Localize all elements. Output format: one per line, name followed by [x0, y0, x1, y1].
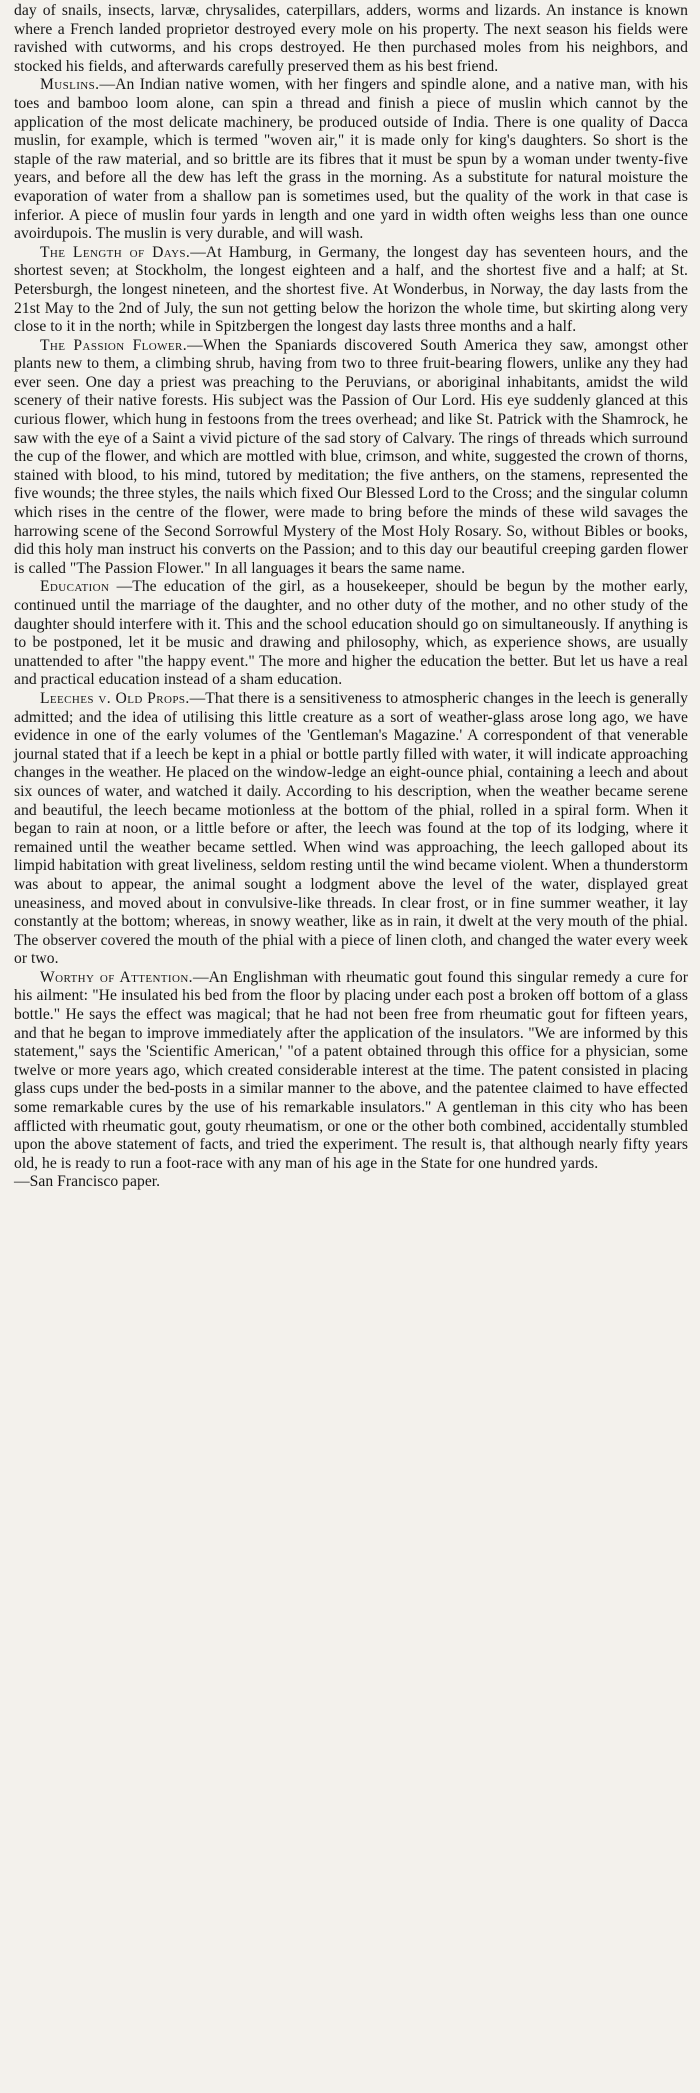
article-column: [14, 2, 688, 1192]
section-body: —An Englishman with rheumatic gout found this singular remedy a cure for his ailment: "He insulated his bed from the floor by placing under each post a broken off bottom of a glass bottle." He says the effect was magical; that he had not been free from rheumatic gout for fifteen years, and that he began to improve immediately after the application of the insulators. "We are informed by this statement," says the 'Scientific American,' "of a patent obtained through this office for a physician, some twelve or more years ago, which created considerable interest at the time. The patent consisted in placing glass cups under the bed-posts in a similar manner to the above, and the patentee claimed to have effected some remarkable cures by the use of his remarkable insulators." A gentleman in this city who has been afflicted with rheumatic gout, gouty rheumatism, or one or the other both combined, accidentally stumbled upon the above statement of facts, and tried the experiment. The result is, that although nearly fifty years old, he is ready to run a foot-race with any man of his age in the State for one hundred yards.: [14, 968, 688, 1172]
section-length-of-days: [14, 244, 688, 337]
source-attribution: —San Francisco paper.: [14, 1173, 161, 1191]
opening-fragment-text: day of snails, insects, larvæ, chrysalides, caterpillars, adders, worms and lizards. An instance is known where a French landed proprietor destroyed every mole on his property. The next season his fields were ravished with cutworms, and his crops destroyed. He then purchased moles from his neighbors, and stocked his fields, and afterwards carefully preserved them as his best friend.: [14, 2, 688, 75]
section-body: —The education of the girl, as a housekeeper, should be begun by the mother early, continued until the marriage of the daughter, and no other duty of the mother, and no other study of the daughter should interfere with it. This and the school education should go on simultaneously. If anything is to be postponed, let it be music and drawing and philosophy, which, as experience shows, are usually unattended to after "the happy event." The more and higher the education the better. But let us have a real and practical education instead of a sham education.: [14, 578, 688, 689]
section-heading: The Length of Days.: [40, 243, 191, 261]
section-heading: Leeches v. Old Props.: [40, 689, 190, 707]
section-body: —An Indian native women, with her fingers and spindle alone, and a native man, with his toes and bamboo loom alone, can spin a thread and finish a piece of muslin which cannot by the application of the most delicate machinery, be produced outside of India. There is one quality of Dacca muslin, for example, which is termed "woven air," it is made only for king's daughters. So short is the staple of the raw material, and so brittle are its fibres that it must be spun by a woman under twenty-five years, and before all the dew has left the grass in the morning. As a substitute for natural moisture the evaporation of water from a shallow pan is sometimes used, but the quality of the work in that case is inferior. A piece of muslin four yards in length and one yard in width often weighs less than one ounce avoirdupois. The muslin is very durable, and will wash.: [14, 76, 688, 243]
section-heading: Worthy of Attention.: [40, 968, 193, 986]
section-education: [14, 578, 688, 690]
section-leeches: [14, 690, 688, 969]
opening-fragment: [14, 2, 688, 76]
section-body: —When the Spaniards discovered South America they saw, amongst other plants new to them, a climbing shrub, having from two to three fruit-bearing flowers, unlike any they had ever seen. One day a priest was preaching to the Peruvians, or aboriginal inhabitants, amidst the wild scenery of their native forests. His subject was the Passion of Our Lord. His eye suddenly glanced at this curious flower, which hung in festoons from the trees overhead; and like St. Patrick with the Shamrock, he saw with the eye of a Saint a vivid picture of the sad story of Calvary. The rings of threads which surround the cup of the flower, and which are mottled with blue, crimson, and white, suggested the crown of thorns, stained with blood, to his mind, tutored by meditation; the five anthers, on the stamens, represented the five wounds; the three styles, the nails which fixed Our Blessed Lord to the Cross; and the singular column which rises in the centre of the flower, were made to bring before the minds of these wild savages the harrowing scene of the Second Sorrowful Mystery of the Most Holy Rosary. So, without Bibles or books, did this holy man instruct his converts on the Passion; and to this day our beautiful creeping garden flower is called "The Passion Flower." In all languages it bears the same name.: [14, 336, 688, 577]
section-body: —At Hamburg, in Germany, the longest day has seventeen hours, and the shortest seven; at Stockholm, the longest eighteen and a half, and the shortest five and a half; at St. Petersburgh, the longest nineteen, and the shortest five. At Wonderbus, in Norway, the day lasts from the 21st May to the 2nd of July, the sun not getting below the horizon the whole time, but skirting along very close to it in the north; while in Spitzbergen the longest day lasts three months and a half.: [14, 243, 688, 336]
section-heading: Education: [40, 578, 110, 596]
section-body: —That there is a sensitiveness to atmospheric changes in the leech is generally admitted; and the idea of utilising this little creature as a sort of weather-glass arose long ago, we have evidence in one of the early volumes of the 'Gentleman's Magazine.' A correspondent of that venerable journal stated that if a leech be kept in a phial or bottle partly filled with water, it will indicate approaching changes in the weather. He placed on the window-ledge an eight-ounce phial, containing a leech and about six ounces of water, and watched it daily. According to his description, when the weather became serene and beautiful, the leech became motionless at the bottom of the phial, rolled in a spiral form. When it began to rain at noon, or a little before or after, the leech was found at the top of its lodging, where it remained until the weather became settled. When wind was approaching, the leech galloped about its limpid habitation with great liveliness, seldom resting until the wind became violent. When a thunderstorm was about to appear, the animal sought a lodgment above the level of the water, displayed great uneasiness, and moved about in convulsive-like threads. In clear frost, or in fine summer weather, it lay constantly at the bottom; whereas, in snowy weather, like as in rain, it dwelt at the very mouth of the phial. The observer covered the mouth of the phial with a piece of linen cloth, and changed the water every week or two.: [14, 689, 688, 968]
section-worthy-of-attention: [14, 969, 688, 1192]
section-muslins: [14, 76, 688, 243]
section-heading: The Passion Flower.: [40, 336, 188, 354]
section-heading: Muslins.: [40, 76, 100, 94]
section-passion-flower: [14, 337, 688, 579]
